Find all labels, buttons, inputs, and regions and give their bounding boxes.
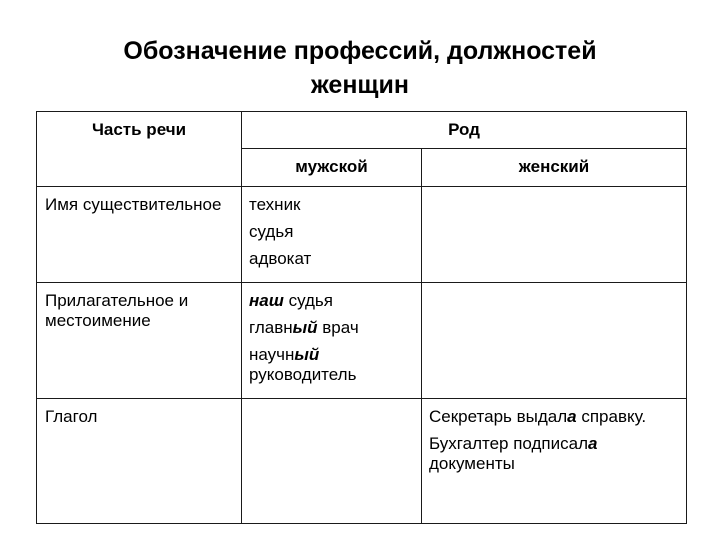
example-line: Бухгалтер подписала документы — [429, 434, 598, 473]
example-line: судья — [249, 222, 294, 241]
part-of-speech-cell: Прилагательное и местоимение — [37, 283, 242, 399]
table-row — [37, 399, 687, 524]
example-line: главный врач — [249, 318, 359, 337]
header-feminine: женский — [422, 149, 687, 187]
example-line: адвокат — [249, 249, 312, 268]
header-masculine: мужской — [242, 149, 422, 187]
example-line: техник — [249, 195, 301, 214]
slide-title — [40, 34, 680, 102]
table-row — [37, 187, 687, 283]
part-of-speech-cell: Имя существительное — [37, 187, 242, 283]
example-line: Секретарь выдала справку. — [429, 407, 647, 426]
gender-table — [36, 111, 687, 524]
table-row — [37, 283, 687, 399]
title-line-1: Обозначение профессий, должностей — [123, 37, 597, 65]
header-row-1 — [37, 112, 687, 149]
header-gender: Род — [242, 112, 687, 149]
feminine-cell — [422, 283, 687, 399]
header-part-of-speech: Часть речи — [37, 112, 242, 187]
masculine-cell — [242, 399, 422, 524]
example-line: научный руководитель — [249, 345, 357, 384]
title-line-2: женщин — [311, 71, 409, 99]
example-line: наш судья — [249, 291, 333, 310]
feminine-cell — [422, 399, 687, 524]
part-of-speech-cell: Глагол — [37, 399, 242, 524]
masculine-cell — [242, 187, 422, 283]
masculine-cell — [242, 283, 422, 399]
feminine-cell — [422, 187, 687, 283]
